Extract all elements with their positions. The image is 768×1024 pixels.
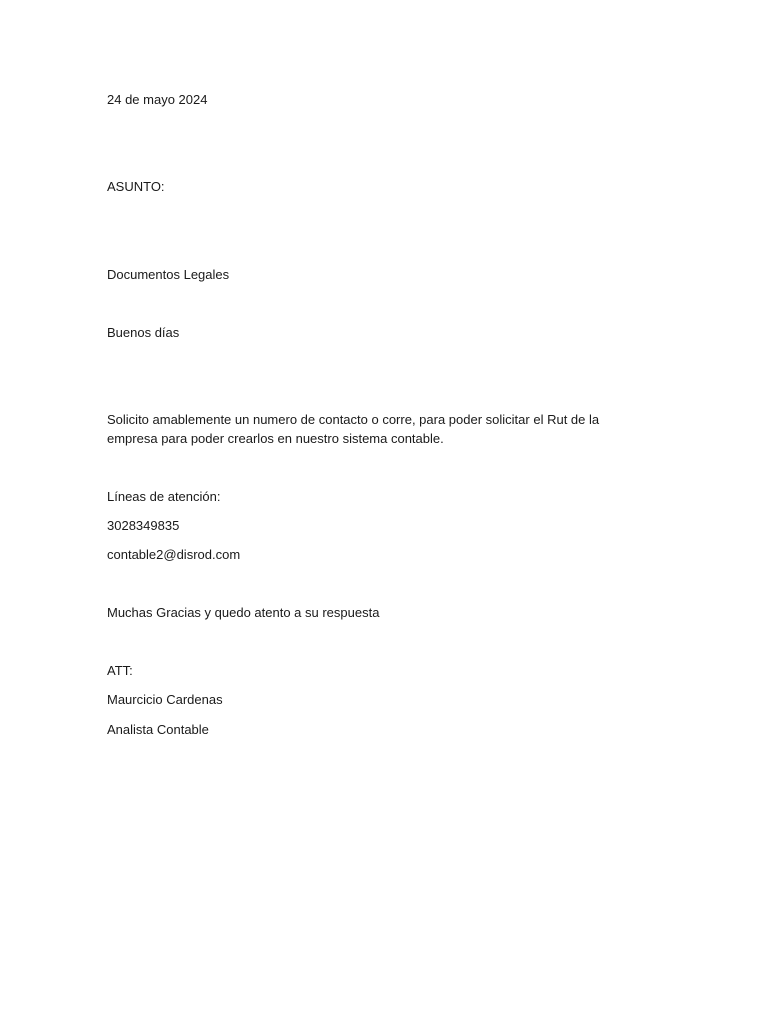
contact-heading: Líneas de atención: — [107, 489, 221, 504]
att-label: ATT: — [107, 663, 133, 678]
letter-date: 24 de mayo 2024 — [107, 92, 208, 107]
closing-line: Muchas Gracias y quedo atento a su respuesta — [107, 605, 380, 620]
subject-text: Documentos Legales — [107, 267, 230, 282]
subject-label: ASUNTO: — [107, 179, 165, 194]
body-paragraph: Solicito amablemente un numero de contacto o corre, para poder solicitar el Rut de la empresa para poder crearlos en nuestro sistema contable. — [107, 412, 600, 446]
contact-phone: 3028349835 — [107, 518, 180, 533]
signer-title: Analista Contable — [107, 722, 209, 737]
greeting: Buenos días — [107, 325, 180, 340]
contact-email: contable2@disrod.com — [107, 547, 241, 562]
signer-name: Maurcicio Cardenas — [107, 692, 223, 707]
